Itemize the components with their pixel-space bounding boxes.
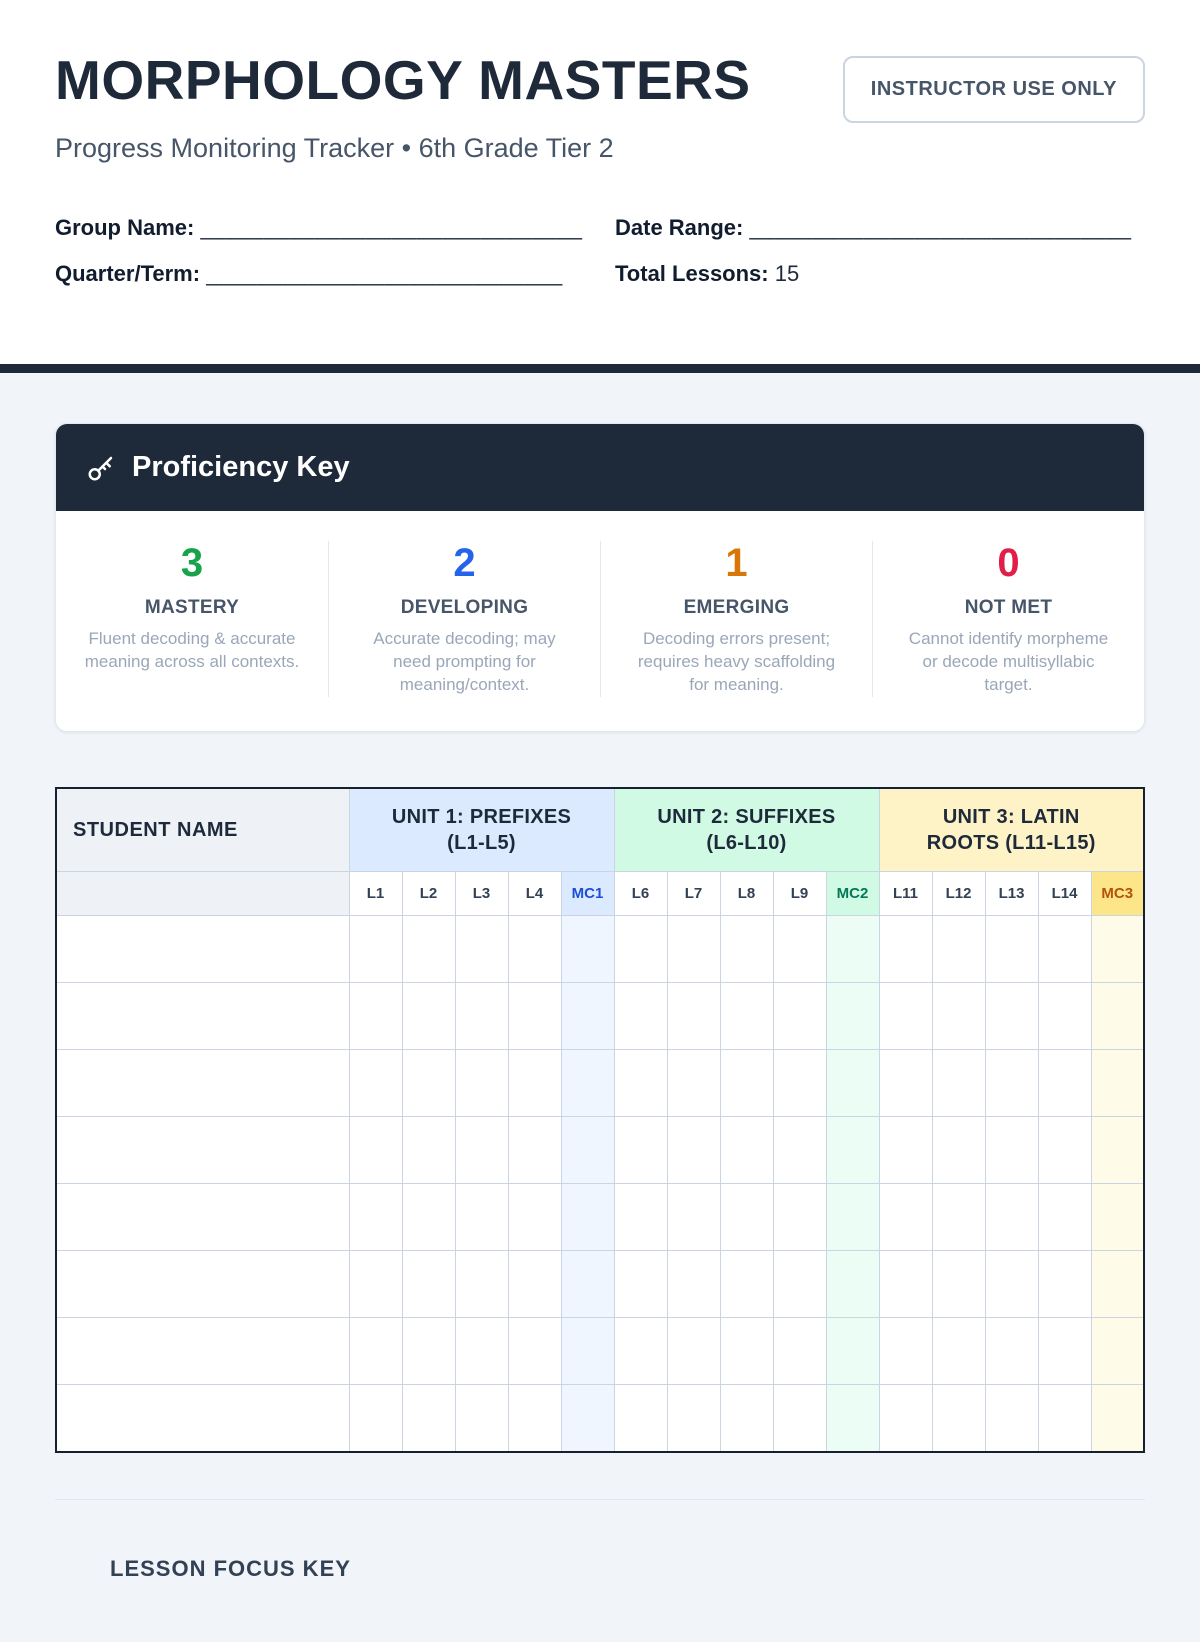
total-lessons-label: Total Lessons: (615, 260, 769, 286)
score-cell (932, 1318, 985, 1385)
lesson-col-L2: L2 (402, 872, 455, 916)
title-row (55, 49, 1145, 123)
score-cell (720, 983, 773, 1050)
score-cell (667, 1184, 720, 1251)
mc-score-cell (826, 983, 879, 1050)
lesson-col-L11: L11 (879, 872, 932, 916)
score-cell (508, 1050, 561, 1117)
unit-header-3: UNIT 3: LATIN ROOTS (L11-L15) (879, 788, 1144, 872)
group-name-field (55, 212, 615, 244)
score-cell (508, 1318, 561, 1385)
score-cell (455, 983, 508, 1050)
score-cell (349, 1251, 402, 1318)
score-cell (508, 1385, 561, 1452)
student-name-cell (56, 1050, 349, 1117)
score-cell (985, 916, 1038, 983)
student-name-cell (56, 916, 349, 983)
mc-score-cell (826, 916, 879, 983)
mc-col-MC1: MC1 (561, 872, 614, 916)
score-cell (667, 1251, 720, 1318)
score-cell (932, 1117, 985, 1184)
score-cell (985, 1318, 1038, 1385)
total-lessons-value: 15 (774, 260, 800, 286)
lesson-col-L12: L12 (932, 872, 985, 916)
mc-score-cell (826, 1117, 879, 1184)
score-cell (349, 1050, 402, 1117)
score-cell (773, 1251, 826, 1318)
student-name-cell (56, 1385, 349, 1452)
mc-score-cell (826, 1251, 879, 1318)
level-description: Cannot identify morpheme or decode multisyllabic target. (908, 629, 1109, 694)
score-cell (614, 1117, 667, 1184)
date-range-field (615, 212, 1145, 244)
proficiency-level-mastery (56, 541, 328, 697)
score-cell (402, 1184, 455, 1251)
mc-col-MC2: MC2 (826, 872, 879, 916)
score-cell (985, 983, 1038, 1050)
score-cell (773, 1385, 826, 1452)
level-description: Decoding errors present; requires heavy scaffolding for meaning. (637, 629, 836, 694)
score-cell (349, 916, 402, 983)
date-range-label: Date Range: (615, 215, 744, 240)
total-lessons-field (615, 258, 1145, 290)
proficiency-level-emerging (600, 541, 872, 697)
score-cell (932, 1385, 985, 1452)
score-cell (985, 1385, 1038, 1452)
score-cell (349, 1318, 402, 1385)
score-cell (720, 1050, 773, 1117)
unit-header-2: UNIT 2: SUFFIXES (L6-L10) (614, 788, 879, 872)
score-cell (455, 1184, 508, 1251)
score-cell (720, 1184, 773, 1251)
score-cell (508, 1184, 561, 1251)
proficiency-key-header (56, 424, 1144, 511)
mc-score-cell (561, 1251, 614, 1318)
score-cell (1038, 983, 1091, 1050)
student-row (56, 1251, 1144, 1318)
score-cell (455, 1318, 508, 1385)
progress-tracker-table (55, 787, 1145, 1453)
student-subheader-cell (56, 872, 349, 916)
score-cell (1038, 1318, 1091, 1385)
group-name-label: Group Name: (55, 215, 195, 240)
mc-score-cell (1091, 1117, 1144, 1184)
mc-score-cell (561, 1050, 614, 1117)
main-content (0, 373, 1200, 1642)
score-cell (720, 1385, 773, 1452)
student-name-cell (56, 1318, 349, 1385)
score-cell (1038, 916, 1091, 983)
score-cell (614, 1251, 667, 1318)
quarter-term-blank: ____________________________ (206, 260, 563, 286)
lesson-col-L3: L3 (455, 872, 508, 916)
score-cell (455, 1050, 508, 1117)
date-range-blank: ______________________________ (749, 215, 1132, 240)
quarter-term-field (55, 258, 615, 290)
score-cell (614, 1318, 667, 1385)
meta-fields (55, 212, 1145, 290)
score-cell (667, 1050, 720, 1117)
mc-score-cell (826, 1184, 879, 1251)
lesson-focus-key-title: LESSON FOCUS KEY (110, 1555, 351, 1581)
student-name-cell (56, 1184, 349, 1251)
score-cell (402, 916, 455, 983)
score-cell (508, 1251, 561, 1318)
score-cell (402, 1117, 455, 1184)
lesson-col-L9: L9 (773, 872, 826, 916)
level-score: 2 (453, 541, 476, 585)
score-cell (349, 1117, 402, 1184)
mc-score-cell (826, 1050, 879, 1117)
group-name-blank: ______________________________ (200, 215, 583, 240)
score-cell (402, 1318, 455, 1385)
mc-score-cell (826, 1385, 879, 1452)
level-label: EMERGING (683, 597, 790, 618)
score-cell (614, 1385, 667, 1452)
level-label: DEVELOPING (400, 597, 529, 618)
score-cell (508, 1117, 561, 1184)
mc-score-cell (561, 983, 614, 1050)
score-cell (455, 1251, 508, 1318)
key-icon (86, 453, 116, 483)
score-cell (667, 1318, 720, 1385)
proficiency-levels (56, 511, 1144, 731)
mc-score-cell (561, 916, 614, 983)
score-cell (402, 983, 455, 1050)
unit-header-1: UNIT 1: PREFIXES (L1-L5) (349, 788, 614, 872)
score-cell (879, 983, 932, 1050)
student-row (56, 983, 1144, 1050)
lesson-col-L7: L7 (667, 872, 720, 916)
score-cell (402, 1050, 455, 1117)
score-cell (614, 1050, 667, 1117)
score-cell (985, 1050, 1038, 1117)
score-cell (667, 916, 720, 983)
score-cell (667, 1117, 720, 1184)
student-name-cell (56, 983, 349, 1050)
score-cell (773, 1318, 826, 1385)
score-cell (879, 916, 932, 983)
mc-score-cell (1091, 916, 1144, 983)
student-row (56, 1318, 1144, 1385)
mc-col-MC3: MC3 (1091, 872, 1144, 916)
level-score: 0 (997, 541, 1020, 585)
score-cell (879, 1117, 932, 1184)
proficiency-level-not-met (872, 541, 1144, 697)
page-subtitle: Progress Monitoring Tracker • 6th Grade Tier 2 (55, 133, 614, 163)
lesson-col-L14: L14 (1038, 872, 1091, 916)
score-cell (349, 1184, 402, 1251)
lesson-col-L4: L4 (508, 872, 561, 916)
mc-score-cell (1091, 983, 1144, 1050)
mc-score-cell (561, 1117, 614, 1184)
mc-score-cell (1091, 1251, 1144, 1318)
score-cell (614, 1184, 667, 1251)
mc-score-cell (826, 1318, 879, 1385)
score-cell (932, 1251, 985, 1318)
score-cell (1038, 1385, 1091, 1452)
score-cell (985, 1117, 1038, 1184)
score-cell (879, 1385, 932, 1452)
instructor-use-badge: INSTRUCTOR USE ONLY (843, 56, 1145, 123)
proficiency-key-card (55, 423, 1145, 732)
mc-score-cell (1091, 1184, 1144, 1251)
score-cell (720, 1117, 773, 1184)
score-cell (455, 916, 508, 983)
score-cell (614, 983, 667, 1050)
score-cell (508, 983, 561, 1050)
mc-score-cell (561, 1385, 614, 1452)
lesson-focus-section (55, 1499, 1145, 1642)
level-description: Fluent decoding & accurate meaning across all contexts. (84, 629, 300, 671)
proficiency-level-developing (328, 541, 600, 697)
score-cell (932, 1050, 985, 1117)
score-cell (932, 1184, 985, 1251)
mc-score-cell (1091, 1318, 1144, 1385)
level-label: NOT MET (964, 597, 1053, 618)
score-cell (985, 1251, 1038, 1318)
mc-score-cell (561, 1318, 614, 1385)
score-cell (667, 1385, 720, 1452)
score-cell (720, 1251, 773, 1318)
score-cell (932, 983, 985, 1050)
student-row (56, 1117, 1144, 1184)
score-cell (455, 1117, 508, 1184)
student-row (56, 1050, 1144, 1117)
score-cell (773, 916, 826, 983)
score-cell (773, 1050, 826, 1117)
student-row (56, 1184, 1144, 1251)
level-score: 1 (725, 541, 748, 585)
lesson-col-L13: L13 (985, 872, 1038, 916)
score-cell (508, 916, 561, 983)
score-cell (1038, 1050, 1091, 1117)
level-description: Accurate decoding; may need prompting for meaning/context. (373, 629, 556, 694)
score-cell (402, 1251, 455, 1318)
student-name-cell (56, 1251, 349, 1318)
score-cell (773, 1184, 826, 1251)
score-cell (1038, 1184, 1091, 1251)
score-cell (879, 1251, 932, 1318)
lesson-col-L8: L8 (720, 872, 773, 916)
quarter-term-label: Quarter/Term: (55, 260, 201, 286)
score-cell (773, 983, 826, 1050)
student-name-cell (56, 1117, 349, 1184)
proficiency-key-title: Proficiency Key (132, 451, 350, 483)
score-cell (349, 983, 402, 1050)
score-cell (667, 983, 720, 1050)
score-cell (614, 916, 667, 983)
score-cell (720, 916, 773, 983)
page-header (0, 0, 1200, 364)
score-cell (879, 1050, 932, 1117)
score-cell (349, 1385, 402, 1452)
level-score: 3 (180, 541, 204, 585)
student-row (56, 1385, 1144, 1452)
mc-score-cell (561, 1184, 614, 1251)
score-cell (985, 1184, 1038, 1251)
score-cell (773, 1117, 826, 1184)
mc-score-cell (1091, 1050, 1144, 1117)
score-cell (879, 1184, 932, 1251)
score-cell (1038, 1117, 1091, 1184)
score-cell (455, 1385, 508, 1452)
score-cell (1038, 1251, 1091, 1318)
lesson-col-L6: L6 (614, 872, 667, 916)
score-cell (879, 1318, 932, 1385)
score-cell (720, 1318, 773, 1385)
level-label: MASTERY (144, 597, 240, 618)
student-row (56, 916, 1144, 983)
lesson-col-L1: L1 (349, 872, 402, 916)
score-cell (932, 916, 985, 983)
page-title: MORPHOLOGY MASTERS (55, 49, 751, 111)
student-name-header: STUDENT NAME (56, 788, 349, 872)
score-cell (402, 1385, 455, 1452)
header-divider-bar (0, 364, 1200, 373)
mc-score-cell (1091, 1385, 1144, 1452)
